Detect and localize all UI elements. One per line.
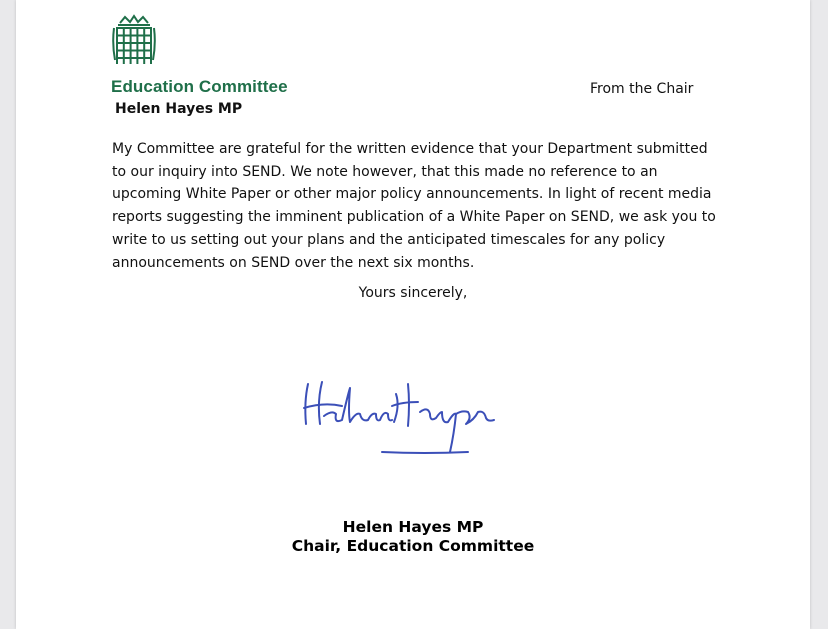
- signatory-name: Helen Hayes MP: [342, 518, 484, 536]
- signatory-role: Chair, Education Committee: [291, 537, 535, 555]
- committee-name: Education Committee: [111, 77, 288, 96]
- chair-name-header: Helen Hayes MP: [115, 101, 243, 117]
- letter-body: My Committee are grateful for the written evidence that your Department submitted to our inquiry into SEND. We note however, that this made no reference to an upcoming White Paper or other major policy announcements. In light of recent media reports suggesting the imminent publication of a White Paper on SEND, we ask you to write to us setting out your plans and the anticipated timescales for any policy announcements on SEND over the next six months.: [112, 141, 716, 271]
- letter-page: [16, 0, 810, 629]
- portcullis-icon: [111, 14, 157, 66]
- handwritten-signature: [284, 372, 540, 464]
- letter-closing: Yours sincerely,: [358, 285, 468, 301]
- from-chair-label: From the Chair: [590, 81, 694, 97]
